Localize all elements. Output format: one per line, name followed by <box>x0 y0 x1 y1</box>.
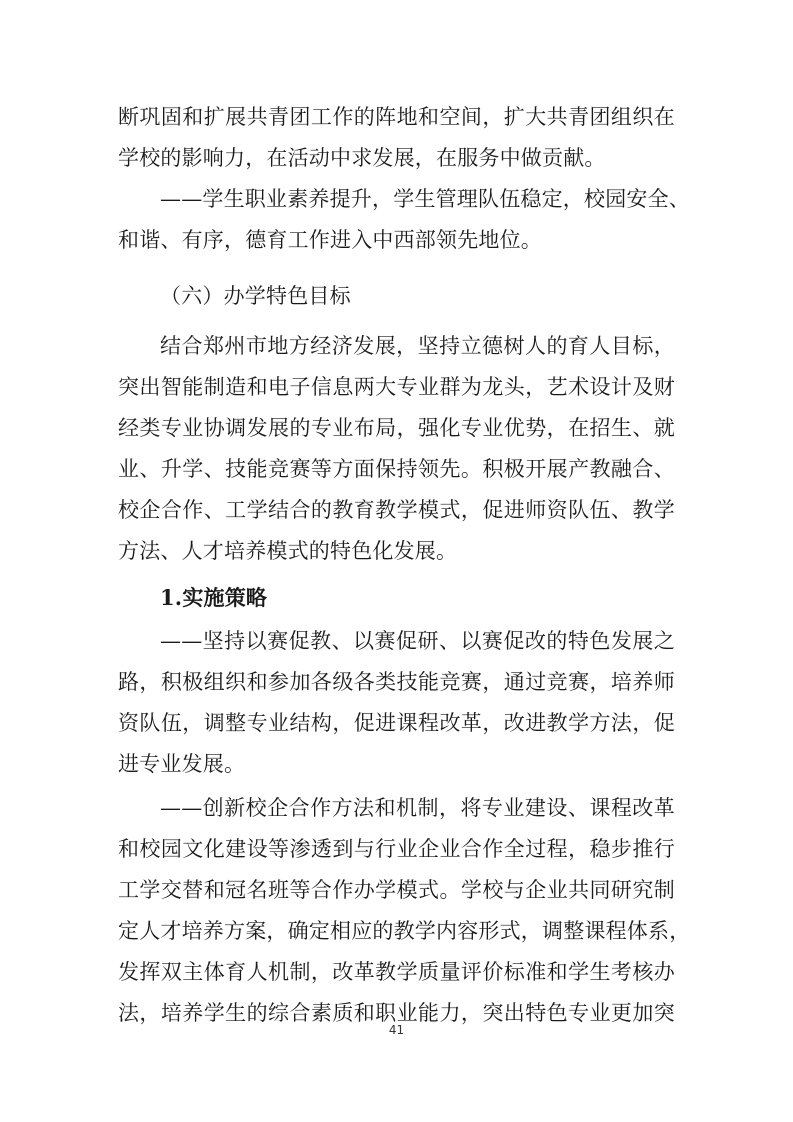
line-text: 进专业发展。 <box>118 752 246 776</box>
paragraph-line <box>0 621 793 661</box>
paragraph-line <box>0 911 793 951</box>
paragraph-line <box>0 97 793 137</box>
paragraph-line <box>0 788 793 828</box>
paragraph-line <box>0 703 793 743</box>
paragraph-line <box>0 490 793 530</box>
paragraph-line <box>0 662 793 702</box>
paragraph-line <box>0 220 793 260</box>
line-text: ——创新校企合作方法和机制，将专业建设、课程改革 <box>160 796 675 820</box>
line-text: 校企合作、工学结合的教育教学模式，促进师资队伍、教学 <box>118 498 675 522</box>
paragraph-line <box>0 449 793 489</box>
line-text: 经类专业协调发展的专业布局，强化专业优势，在招生、就 <box>118 416 675 440</box>
line-text: 发挥双主体育人机制，改革教学质量评价标准和学生考核办 <box>118 960 675 984</box>
line-text: 断巩固和扩展共青团工作的阵地和空间，扩大共青团组织在 <box>118 105 675 129</box>
paragraph-line <box>0 870 793 910</box>
line-text: 工学交替和冠名班等合作办学模式。学校与企业共同研究制 <box>118 878 675 902</box>
paragraph-line <box>0 531 793 571</box>
section-heading <box>0 276 793 316</box>
paragraph-line <box>0 829 793 869</box>
line-text: ——坚持以赛促教、以赛促研、以赛促改的特色发展之 <box>160 629 675 653</box>
section-heading-text: （六）办学特色目标 <box>160 284 351 308</box>
line-text: 和谐、有序，德育工作进入中西部领先地位。 <box>118 228 542 252</box>
line-text: ——学生职业素养提升，学生管理队伍稳定，校园安全、 <box>160 187 690 211</box>
line-text: 路，积极组织和参加各级各类技能竞赛，通过竞赛，培养师 <box>118 670 675 694</box>
line-text: 法，培养学生的综合素质和职业能力，突出特色专业更加突 <box>118 1001 675 1025</box>
paragraph-line <box>0 744 793 784</box>
line-text: 和校园文化建设等渗透到与行业企业合作全过程，稳步推行 <box>118 837 675 861</box>
paragraph-line <box>0 952 793 992</box>
paragraph-line <box>0 326 793 366</box>
paragraph-line <box>0 138 793 178</box>
line-text: 方法、人才培养模式的特色化发展。 <box>118 539 458 563</box>
paragraph-line <box>0 367 793 407</box>
line-text: 定人才培养方案，确定相应的教学内容形式，调整课程体系， <box>118 919 691 943</box>
line-text: 学校的影响力，在活动中求发展，在服务中做贡献。 <box>118 146 606 170</box>
page-number: 41 <box>388 1023 405 1037</box>
subsection-heading <box>0 578 793 618</box>
subsection-heading-text: 1.实施策略 <box>160 585 268 610</box>
paragraph-line <box>0 179 793 219</box>
line-text: 突出智能制造和电子信息两大专业群为龙头，艺术设计及财 <box>118 375 675 399</box>
paragraph-line <box>0 408 793 448</box>
line-text: 业、升学、技能竞赛等方面保持领先。积极开展产教融合、 <box>118 457 675 481</box>
line-text: 结合郑州市地方经济发展，坚持立德树人的育人目标， <box>160 334 675 358</box>
line-text: 资队伍，调整专业结构，促进课程改革，改进教学方法，促 <box>118 711 675 735</box>
